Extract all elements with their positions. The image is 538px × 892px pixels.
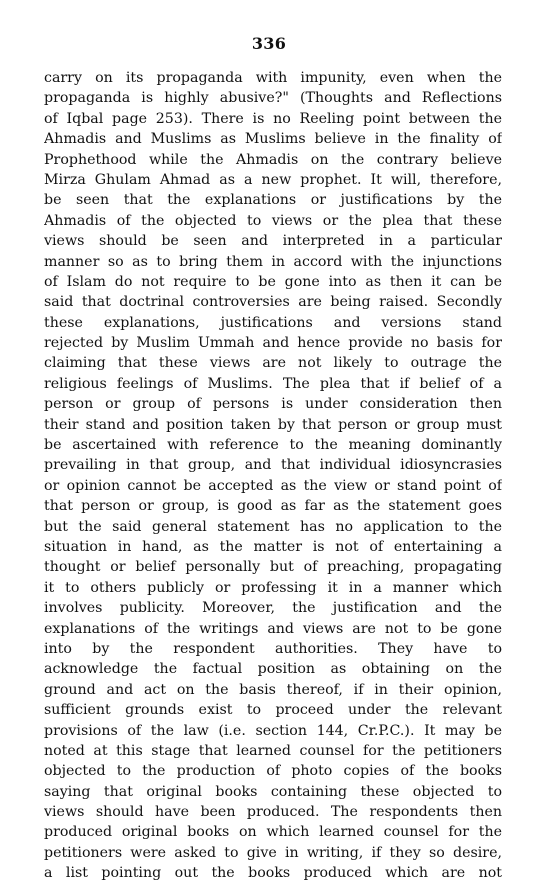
- text-line: it to others publicly or professing it in a manner which: [44, 579, 502, 596]
- text-line: carry on its propaganda with impunity, even when the: [44, 70, 502, 86]
- text-line: involves publicity. Moreover, the justification and the: [44, 600, 502, 617]
- text-line: Ahmadis and Muslims as Muslims believe in the finality of: [44, 131, 502, 148]
- text-line: of Iqbal page 253). There is no Reeling point between the: [44, 110, 502, 127]
- text-line: or opinion cannot be accepted as the view or stand point of: [44, 477, 502, 494]
- text-line: into by the respondent authorities. They have to: [44, 640, 502, 657]
- text-line: acknowledge the factual position as obtaining on the: [44, 661, 502, 678]
- text-line: provisions of the law (i.e. section 144, Cr.P.C.). It may be: [44, 722, 502, 739]
- text-line: rejected by Muslim Ummah and hence provide no basis for: [44, 335, 502, 352]
- text-line: Mirza Ghulam Ahmad as a new prophet. It will, therefore,: [44, 171, 502, 188]
- text-line: objected to the production of photo copies of the books: [44, 763, 502, 780]
- text-line: a list pointing out the books produced which are not: [44, 865, 502, 882]
- text-line: that person or group, is good as far as the statement goes: [44, 498, 502, 515]
- text-line: saying that original books containing these objected to: [44, 783, 502, 800]
- text-line: their stand and position taken by that person or group must: [44, 416, 502, 433]
- body-text: [44, 68, 502, 884]
- text-line: petitioners were asked to give in writing, if they so desire,: [44, 844, 502, 861]
- text-line: but the said general statement has no application to the: [44, 518, 502, 535]
- text-line: said that doctrinal controversies are being raised. Secondly: [44, 294, 502, 311]
- text-line: views should have been produced. The respondents then: [44, 804, 502, 821]
- text-line: prevailing in that group, and that individual idiosyncrasies: [44, 457, 502, 474]
- text-line: claiming that these views are not likely to outrage the: [44, 355, 502, 372]
- text-line: be seen that the explanations or justifications by the: [44, 192, 502, 209]
- text-line: be ascertained with reference to the meaning dominantly: [44, 437, 502, 454]
- text-line: sufficient grounds exist to proceed under the relevant: [44, 702, 502, 719]
- text-line: ground and act on the basis thereof, if in their opinion,: [44, 681, 502, 698]
- text-line: views should be seen and interpreted in a particular: [44, 233, 502, 250]
- text-line: situation in hand, as the matter is not of entertaining a: [44, 538, 502, 555]
- text-line: propaganda is highly abusive?" (Thoughts and Reflections: [44, 90, 502, 107]
- text-line: produced original books on which learned counsel for the: [44, 824, 502, 841]
- text-line: religious feelings of Muslims. The plea that if belief of a: [44, 375, 502, 392]
- text-line: manner so as to bring them in accord with the injunctions: [44, 253, 502, 270]
- text-line: these explanations, justifications and versions stand: [44, 314, 502, 331]
- text-line: noted at this stage that learned counsel for the petitioners: [44, 742, 502, 759]
- page-number: 336: [251, 34, 287, 53]
- text-line: person or group of persons is under consideration then: [44, 396, 502, 413]
- text-line: Ahmadis of the objected to views or the plea that these: [44, 212, 502, 229]
- text-line: explanations of the writings and views are not to be gone: [44, 620, 502, 637]
- text-line: thought or belief personally but of preaching, propagating: [44, 559, 502, 576]
- text-line: Prophethood while the Ahmadis on the contrary believe: [44, 151, 502, 168]
- text-line: of Islam do not require to be gone into as then it can be: [44, 273, 502, 290]
